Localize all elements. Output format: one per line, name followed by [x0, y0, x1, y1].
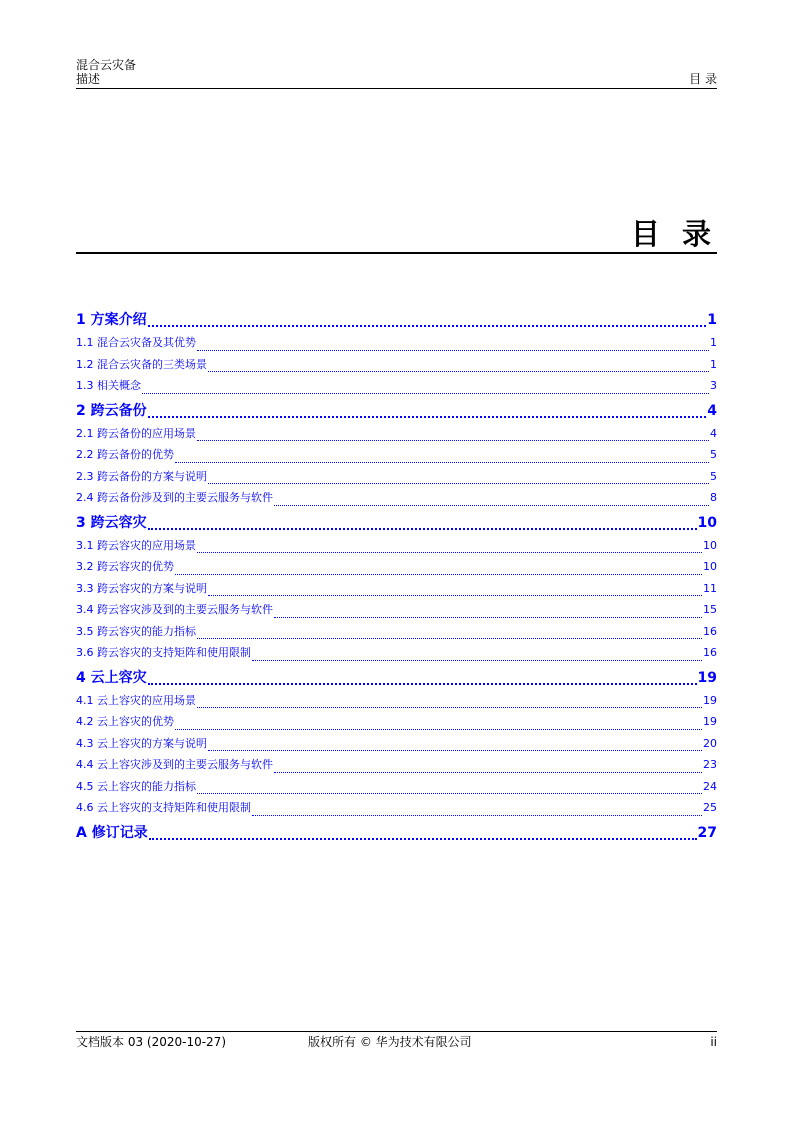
toc-section-link[interactable]: [76, 578, 717, 600]
toc-entry-page: 10: [703, 560, 717, 573]
toc-dot-leader: [208, 750, 702, 751]
toc-entry-label: 2.3 跨云备份的方案与说明: [76, 469, 207, 483]
toc-section-link[interactable]: [76, 690, 717, 712]
toc-section-link[interactable]: [76, 375, 717, 397]
toc-entry-label: 3.5 跨云容灾的能力指标: [76, 624, 196, 638]
toc-section-link[interactable]: [76, 354, 717, 376]
toc-entry-page: 25: [703, 801, 717, 814]
toc-entry-label: 4.5 云上容灾的能力指标: [76, 779, 196, 793]
toc-dot-leader: [208, 483, 709, 484]
toc-entry-page: 24: [703, 779, 717, 793]
toc-dot-leader: [197, 350, 709, 351]
toc-entry-label: 4.3 云上容灾的方案与说明: [76, 736, 207, 750]
title-divider: [76, 252, 717, 254]
toc-entry-label: 1.1 混合云灾备及其优势: [76, 336, 196, 349]
toc-entry-page: 15: [703, 603, 717, 616]
toc-section-link[interactable]: [76, 332, 717, 354]
toc-entry-label: 3.2 跨云容灾的优势: [76, 560, 174, 573]
footer-copyright: 版权所有 © 华为技术有限公司: [308, 1035, 472, 1049]
toc-dot-leader: [252, 660, 702, 661]
toc-section-link[interactable]: [76, 776, 717, 798]
header-section-name: 目 录: [689, 72, 717, 86]
toc-dot-leader: [142, 393, 709, 394]
toc-entry-page: 10: [697, 514, 717, 531]
toc-entry-label: 1.3 相关概念: [76, 379, 141, 392]
toc-entry-page: 19: [703, 715, 717, 728]
toc-entry-label: 2 跨云备份: [76, 402, 147, 419]
toc-dot-leader: [149, 838, 697, 840]
toc-entry-page: 11: [703, 581, 717, 595]
toc-entry-page: 23: [703, 758, 717, 771]
toc-entry-label: 1.2 混合云灾备的三类场景: [76, 357, 207, 371]
toc-entry-page: 19: [703, 693, 717, 707]
toc-entry-label: 4 云上容灾: [76, 669, 147, 686]
toc-entry-label: 2.1 跨云备份的应用场景: [76, 426, 196, 440]
toc-dot-leader: [197, 552, 702, 553]
toc-dot-leader: [148, 528, 697, 530]
toc-dot-leader: [208, 371, 709, 372]
toc-entry-page: 8: [710, 491, 717, 504]
table-of-contents: [76, 306, 717, 845]
toc-dot-leader: [175, 462, 709, 463]
toc-section-link[interactable]: [76, 466, 717, 488]
toc-dot-leader: [274, 505, 709, 506]
toc-section-link[interactable]: [76, 599, 717, 621]
toc-section-link[interactable]: [76, 733, 717, 755]
toc-entry-page: 27: [697, 824, 717, 841]
toc-entry-page: 10: [703, 538, 717, 552]
header-doc-subtitle: 描述: [76, 72, 101, 86]
toc-section-link[interactable]: [76, 642, 717, 664]
toc-entry-label: 3.3 跨云容灾的方案与说明: [76, 581, 207, 595]
toc-dot-leader: [175, 729, 702, 730]
footer-page-number: ii: [710, 1035, 717, 1049]
toc-entry-page: 5: [710, 469, 717, 483]
toc-dot-leader: [175, 574, 702, 575]
toc-entry-label: 2.2 跨云备份的优势: [76, 448, 174, 461]
toc-section-link[interactable]: [76, 487, 717, 509]
toc-entry-label: 3 跨云容灾: [76, 514, 147, 531]
toc-chapter-link[interactable]: [76, 821, 717, 845]
toc-entry-page: 5: [710, 448, 717, 461]
toc-section-link[interactable]: [76, 754, 717, 776]
toc-entry-page: 20: [703, 736, 717, 750]
toc-section-link[interactable]: [76, 423, 717, 445]
toc-entry-label: 1 方案介绍: [76, 312, 147, 328]
toc-chapter-link[interactable]: [76, 666, 717, 690]
toc-entry-label: 4.4 云上容灾涉及到的主要云服务与软件: [76, 758, 273, 771]
toc-entry-page: 4: [707, 402, 717, 419]
toc-dot-leader: [148, 325, 707, 327]
toc-chapter-link[interactable]: [76, 399, 717, 423]
toc-entry-page: 3: [710, 379, 717, 392]
toc-dot-leader: [197, 793, 702, 794]
toc-entry-page: 16: [703, 624, 717, 638]
toc-dot-leader: [274, 772, 702, 773]
toc-entry-label: 3.6 跨云容灾的支持矩阵和使用限制: [76, 646, 251, 659]
toc-entry-label: A 修订记录: [76, 824, 148, 841]
toc-section-link[interactable]: [76, 535, 717, 557]
page-footer: [76, 1031, 717, 1049]
toc-entry-page: 16: [703, 646, 717, 659]
toc-entry-page: 4: [710, 426, 717, 440]
toc-entry-page: 1: [710, 357, 717, 371]
toc-dot-leader: [148, 683, 697, 685]
toc-chapter-link[interactable]: [76, 308, 717, 332]
toc-entry-label: 3.4 跨云容灾涉及到的主要云服务与软件: [76, 603, 273, 616]
toc-dot-leader: [197, 440, 709, 441]
toc-dot-leader: [274, 617, 702, 618]
header-doc-title: 混合云灾备: [76, 58, 137, 72]
toc-dot-leader: [197, 707, 702, 708]
toc-chapter-link[interactable]: [76, 511, 717, 535]
toc-entry-label: 3.1 跨云容灾的应用场景: [76, 538, 196, 552]
toc-entry-page: 1: [710, 336, 717, 349]
toc-entry-label: 2.4 跨云备份涉及到的主要云服务与软件: [76, 491, 273, 504]
toc-entry-label: 4.6 云上容灾的支持矩阵和使用限制: [76, 801, 251, 814]
page-title: 目 录: [630, 217, 717, 251]
toc-dot-leader: [148, 416, 707, 418]
toc-entry-page: 1: [707, 312, 717, 328]
page-header: [76, 58, 717, 89]
toc-section-link[interactable]: [76, 797, 717, 819]
toc-section-link[interactable]: [76, 556, 717, 578]
toc-entry-label: 4.1 云上容灾的应用场景: [76, 693, 196, 707]
toc-entry-page: 19: [697, 669, 717, 686]
toc-section-link[interactable]: [76, 621, 717, 643]
toc-dot-leader: [252, 815, 702, 816]
footer-version: 文档版本 03 (2020-10-27): [76, 1035, 227, 1049]
toc-section-link[interactable]: [76, 444, 717, 466]
toc-dot-leader: [208, 595, 702, 596]
toc-section-link[interactable]: [76, 711, 717, 733]
toc-entry-label: 4.2 云上容灾的优势: [76, 715, 174, 728]
toc-dot-leader: [197, 638, 702, 639]
